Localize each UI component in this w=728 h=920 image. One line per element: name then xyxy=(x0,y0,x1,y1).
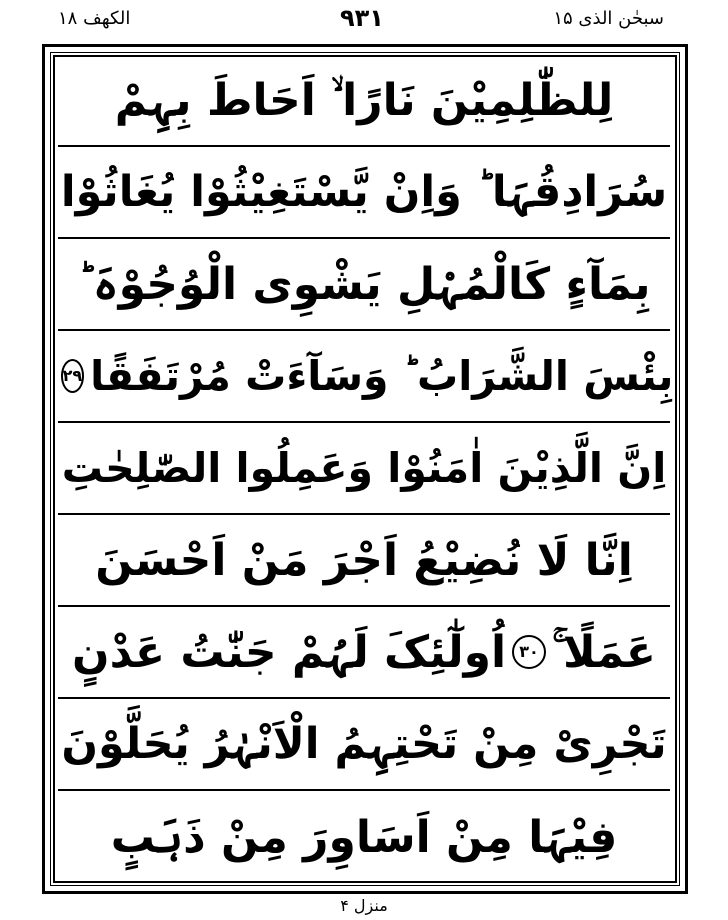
text-body xyxy=(58,55,674,883)
line-5-text: اِنَّ الَّذِیْنَ اٰمَنُوْا وَعَمِلُوا الصّٰلِحٰتِ xyxy=(61,444,667,492)
line-7-text-end: اُولٰٓئِکَ لَہُمْ جَنّٰتُ عَدْنٍ xyxy=(72,626,507,678)
line-8-text: تَجْرِیْ مِنْ تَحْتِہِمُ الْاَنْہٰرُ یُحَلَّوْنَ xyxy=(61,719,667,769)
page-header xyxy=(0,0,728,44)
text-line-9 xyxy=(58,791,670,883)
text-line-1 xyxy=(58,55,670,147)
juz-name: سبحٰن الذی ۱۵ xyxy=(553,8,664,29)
text-line-7 xyxy=(58,607,670,699)
line-1-text: لِلظّٰلِمِیْنَ نَارًا ۙ اَحَاطَ بِہِمْ xyxy=(114,74,614,126)
line-3-text: بِمَآءٍ کَالْمُہْلِ یَشْوِی الْوُجُوْہَ ؕ xyxy=(77,258,651,310)
line-9-text: فِیْہَا مِنْ اَسَاوِرَ مِنْ ذَہَبٍ xyxy=(110,811,618,863)
line-4-text: بِئْسَ الشَّرَابُ ؕ وَسَآءَتْ مُرْتَفَقًا xyxy=(90,352,674,400)
text-line-3 xyxy=(58,239,670,331)
line-7-text-start: عَمَلًا ۚ xyxy=(552,626,656,678)
surah-name: الکھف ۱۸ xyxy=(58,8,131,29)
manzil-footer: منزل ۴ xyxy=(340,896,388,915)
text-line-4 xyxy=(58,331,674,423)
text-line-6 xyxy=(58,515,670,607)
line-2-text: سُرَادِقُہَا ؕ وَاِنْ یَّسْتَغِیْثُوْا یُغَاثُوْا xyxy=(60,167,668,217)
text-line-8 xyxy=(58,699,670,791)
ayah-marker-29: ۲۹ xyxy=(61,359,85,393)
page-number: ۹۳۱ xyxy=(340,4,384,32)
text-line-2 xyxy=(58,147,670,239)
text-line-5 xyxy=(58,423,670,515)
line-6-text: اِنَّا لَا نُضِیْعُ اَجْرَ مَنْ اَحْسَنَ xyxy=(95,534,633,586)
ayah-marker-30: ۳۰ xyxy=(512,635,546,669)
